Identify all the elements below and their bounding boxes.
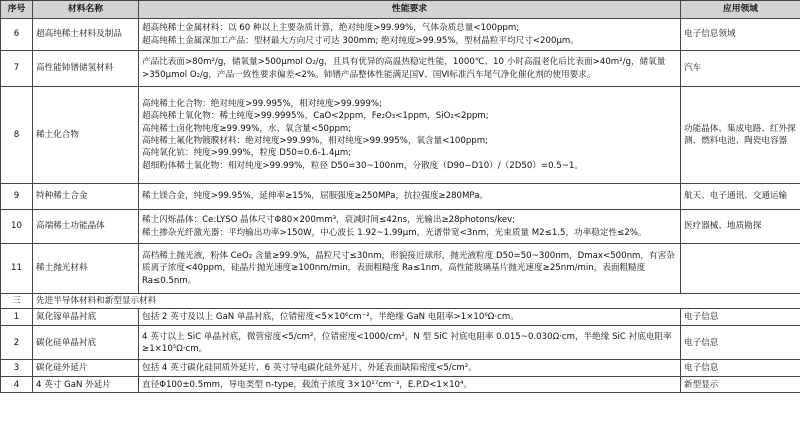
row-seq: 8 — [1, 87, 33, 184]
row-seq: 7 — [1, 51, 33, 87]
requirement-line: 包括 4 英寸碳化硅同质外延片，6 英寸导电碳化硅外延片，外延表面缺陷密度<5/cm²。 — [142, 363, 477, 374]
requirement-line: 稀土镁合金，纯度>99.95%，延伸率≥15%，屈服强度≥250MPa，抗拉强度≥280MPa。 — [142, 191, 489, 202]
row-requirements — [139, 19, 681, 51]
header-seq: 序号 — [1, 1, 33, 19]
row-material-name: 超高纯稀土材料及制品 — [33, 19, 139, 51]
table-row — [1, 87, 800, 184]
row-material-name: 稀土化合物 — [33, 87, 139, 184]
row-material-name: 氮化镓单晶衬底 — [33, 309, 139, 326]
row-requirements — [139, 87, 681, 184]
row-requirements — [139, 326, 681, 360]
row-seq: 11 — [1, 244, 33, 294]
row-seq: 4 — [1, 377, 33, 393]
table-row — [1, 184, 800, 210]
row-seq: 1 — [1, 309, 33, 326]
table-row — [1, 51, 800, 87]
table-body — [1, 19, 800, 393]
requirement-line: 高纯稀土化合物：绝对纯度>99.995%，相对纯度>99.999%; — [142, 98, 382, 109]
section-row — [1, 294, 800, 309]
row-requirements — [139, 360, 681, 377]
row-material-name: 高端稀土功能晶体 — [33, 210, 139, 244]
requirement-line: 高纯稀土卤化物纯度≥99.99%，水、氧含量<50ppm; — [142, 123, 352, 134]
table-row — [1, 377, 800, 393]
row-seq: 6 — [1, 19, 33, 51]
header-application: 应用领域 — [681, 1, 800, 19]
requirement-line: 高纯稀土氟化物镀膜材料：绝对纯度>99.99%，相对纯度>99.995%，氧含量<100ppm; — [142, 136, 489, 146]
requirement-line: 高档稀土抛光液，粉体 CeO₂ 含量≥99.9%，晶粒尺寸≤30nm，形貌接近球形，抛光液粒度 D50=50~300nm，Dmax<500nm，有害杂质离子浓度<40ppm，硅晶片抛光速度≥100nm/min，表面粗糙度 Ra≤1nm，高性能玻璃基片抛光速度≥25nm/min，表面粗糙度 Ra≤0.5nm。 — [142, 250, 675, 286]
row-application: 新型显示 — [681, 377, 800, 393]
row-material-name: 碳化硅外延片 — [33, 360, 139, 377]
requirement-line: 直径Φ100±0.5mm，导电类型 n-type，载流子浓度 3×10¹⁷cm⁻³，E.P.D<1×10⁴。 — [142, 379, 473, 390]
row-application: 功能晶体、集成电路、红外探测、燃料电池、陶瓷电容器 — [681, 87, 800, 184]
header-requirements: 性能要求 — [139, 1, 681, 19]
row-seq: 10 — [1, 210, 33, 244]
table-row — [1, 360, 800, 377]
row-application: 医疗器械、地质勘探 — [681, 210, 800, 244]
requirement-line: 4 英寸以上 SiC 单晶衬底，微管密度<5/cm²，位错密度<1000/cm²，N 型 SiC 衬底电阻率 0.015~0.030Ω·cm，半绝缘 SiC 衬底电阻率≥1×10⁵Ω·cm。 — [142, 331, 672, 354]
row-material-name: 高性能铈镨储氢材料 — [33, 51, 139, 87]
table-row — [1, 210, 800, 244]
row-requirements — [139, 377, 681, 393]
row-material-name: 碳化硅单晶衬底 — [33, 326, 139, 360]
row-application: 航天、电子通讯、交通运输 — [681, 184, 800, 210]
row-seq: 2 — [1, 326, 33, 360]
table-row — [1, 244, 800, 294]
row-material-name: 特种稀土合金 — [33, 184, 139, 210]
table-row — [1, 309, 800, 326]
requirement-line: 超细粉体稀土氧化物：相对纯度>99.99%，粒径 D50=30~100nm，分散度（D90−D10）/（2D50）=0.5~1。 — [142, 160, 584, 171]
row-requirements — [139, 244, 681, 294]
row-application: 电子信息领域 — [681, 19, 800, 51]
requirement-line: 产品比表面>80m²/g，储氧量>500μmol O₂/g，且具有优异的高温热稳定性能，1000℃、10 小时高温老化后比表面>40m²/g，储氧量>350μmol O₂/g，产品一致性要求偏差<2%。铈镨产品整体性能满足国Ⅴ、国Ⅵ标准汽车尾气净化催化剂的使用要求。 — [142, 57, 666, 80]
table-row — [1, 19, 800, 51]
table-header-row — [1, 1, 800, 19]
row-material-name: 4 英寸 GaN 外延片 — [33, 377, 139, 393]
requirement-line: 超高纯稀土氧化物：稀土纯度>99.9995%，CaO<2ppm，Fe₂O₃<1ppm，SiO₂<2ppm; — [142, 111, 489, 122]
row-application: 电子信息 — [681, 309, 800, 326]
row-requirements — [139, 210, 681, 244]
row-material-name: 稀土抛光材料 — [33, 244, 139, 294]
row-requirements — [139, 184, 681, 210]
header-material-name: 材料名称 — [33, 1, 139, 19]
requirement-line: 超高纯稀土金属材料：以 60 种以上主要杂质计算，绝对纯度>99.99%，气体杂质总量<100ppm; — [142, 23, 520, 34]
requirement-line: 稀土掺杂光纤激光器：平均输出功率>150W，中心波长 1.92~1.99μm，光谱带宽<3nm，光束质量 M2≤1.5，功率稳定性≤2%。 — [142, 227, 647, 238]
section-number: 三 — [1, 294, 33, 309]
requirement-line: 高纯氧化钪：纯度>99.99%，粒度 D50=0.6-1.4μm; — [142, 148, 352, 159]
requirement-line: 包括 2 英寸及以上 GaN 单晶衬底，位错密度<5×10⁶cm⁻²，半绝缘 GaN 电阻率>1×10⁶Ω·cm。 — [142, 312, 519, 323]
row-seq: 3 — [1, 360, 33, 377]
row-application: 汽车 — [681, 51, 800, 87]
row-application: 电子信息 — [681, 326, 800, 360]
row-requirements — [139, 51, 681, 87]
row-application: 电子信息 — [681, 360, 800, 377]
section-title: 先进半导体材料和新型显示材料 — [33, 294, 800, 309]
requirement-line: 超高纯稀土金属深加工产品：型材最大方向尺寸可达 300mm; 绝对纯度>99.95%，型材晶粒平均尺寸<200μm。 — [142, 35, 579, 46]
row-application — [681, 244, 800, 294]
requirement-line: 稀土闪烁晶体：Ce:LYSO 晶体尺寸Φ80×200mm³，衰减时间≤42ns，光输出≥28photons/kev; — [142, 215, 516, 226]
table-row — [1, 326, 800, 360]
row-requirements — [139, 309, 681, 326]
row-seq: 9 — [1, 184, 33, 210]
